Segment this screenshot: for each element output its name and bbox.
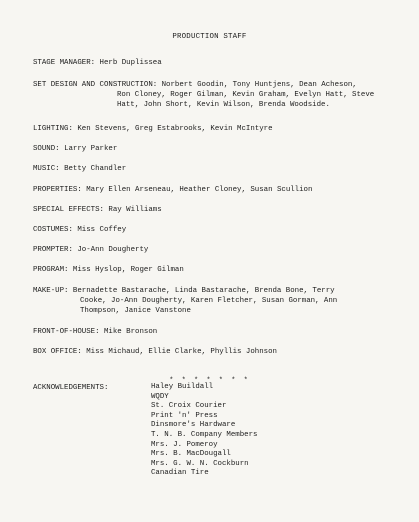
set-design-entry: [33, 80, 413, 110]
makeup-line-1: Bernadette Bastarache, Linda Bastarache, Brenda Bone, Terry: [72, 287, 335, 295]
sound-label: SOUND:: [33, 145, 60, 153]
front-of-house-names: Mike Bronson: [103, 328, 158, 336]
acknowledgement-item: Haley Buildall: [151, 383, 214, 391]
makeup-line-2: Cooke, Jo-Ann Dougherty, Karen Fletcher, Susan Gorman, Ann: [80, 297, 338, 305]
acknowledgement-item: St. Croix Courier: [151, 402, 227, 411]
front-of-house-label: FRONT-OF-HOUSE:: [33, 328, 100, 336]
music-names: Betty Chandler: [64, 165, 127, 173]
set-design-line-3: Hatt, John Short, Kevin Wilson, Brenda Woodside.: [117, 101, 330, 109]
acknowledgement-item: Print 'n' Press: [151, 411, 218, 420]
stage-manager-names: Herb Duplissea: [99, 59, 162, 67]
box-office-entry: [33, 347, 413, 357]
properties-names: Mary Ellen Arseneau, Heather Cloney, Susan Scullion: [86, 186, 313, 194]
program-label: PROGRAM:: [33, 266, 69, 274]
program-entry: [33, 265, 413, 275]
music-label: MUSIC:: [33, 165, 60, 173]
sound-names: Larry Parker: [64, 145, 118, 153]
page-title: PRODUCTION STAFF: [172, 33, 247, 41]
acknowledgement-item: Mrs. B. MacDougall: [151, 450, 231, 459]
set-design-line-1: Norbert Goodin, Tony Huntjens, Dean Acheson,: [161, 81, 357, 89]
special-effects-label: SPECIAL EFFECTS:: [33, 206, 104, 214]
section-divider: * * * * * * *: [169, 377, 250, 385]
program-names: Miss Hyslop, Roger Gilman: [72, 266, 184, 274]
costumes-entry: [33, 225, 413, 235]
acknowledgement-item: WQDY: [151, 392, 169, 401]
makeup-line-3: Thompson, Janice Vanstone: [80, 307, 191, 315]
properties-entry: [33, 185, 413, 195]
costumes-label: COSTUMES:: [33, 226, 73, 234]
set-design-line-2: Ron Cloney, Roger Gilman, Kevin Graham, Evelyn Hatt, Steve: [117, 91, 375, 99]
costumes-names: Miss Coffey: [77, 226, 127, 234]
lighting-entry: [33, 124, 413, 134]
music-entry: [33, 164, 413, 174]
acknowledgement-item: Mrs. G. W. N. Cockburn: [151, 459, 249, 468]
box-office-label: BOX OFFICE:: [33, 348, 82, 356]
makeup-entry: [33, 286, 413, 316]
acknowledgement-item: Mrs. J. Pomeroy: [151, 440, 218, 449]
prompter-entry: [33, 245, 413, 255]
acknowledgements-list: [151, 383, 258, 479]
prompter-names: Jo-Ann Dougherty: [77, 246, 149, 254]
acknowledgement-item: Canadian Tire: [151, 469, 209, 478]
acknowledgement-item: Dinsmore's Hardware: [151, 421, 236, 430]
properties-label: PROPERTIES:: [33, 186, 82, 194]
stage-manager-label: STAGE MANAGER:: [33, 59, 96, 67]
stage-manager-entry: [33, 58, 413, 68]
prompter-label: PROMPTER:: [33, 246, 73, 254]
front-of-house-entry: [33, 327, 413, 337]
makeup-label: MAKE-UP:: [33, 287, 69, 295]
lighting-label: LIGHTING:: [33, 125, 73, 133]
box-office-names: Miss Michaud, Ellie Clarke, Phyllis Johnson: [86, 348, 277, 356]
acknowledgements-label: ACKNOWLEDGEMENTS:: [33, 384, 109, 392]
lighting-names: Ken Stevens, Greg Estabrooks, Kevin McIntyre: [77, 125, 273, 133]
special-effects-entry: [33, 205, 413, 215]
acknowledgement-item: T. N. B. Company Members: [151, 430, 258, 439]
sound-entry: [33, 144, 413, 154]
special-effects-names: Ray Williams: [108, 206, 162, 214]
set-design-label: SET DESIGN AND CONSTRUCTION:: [33, 81, 158, 89]
